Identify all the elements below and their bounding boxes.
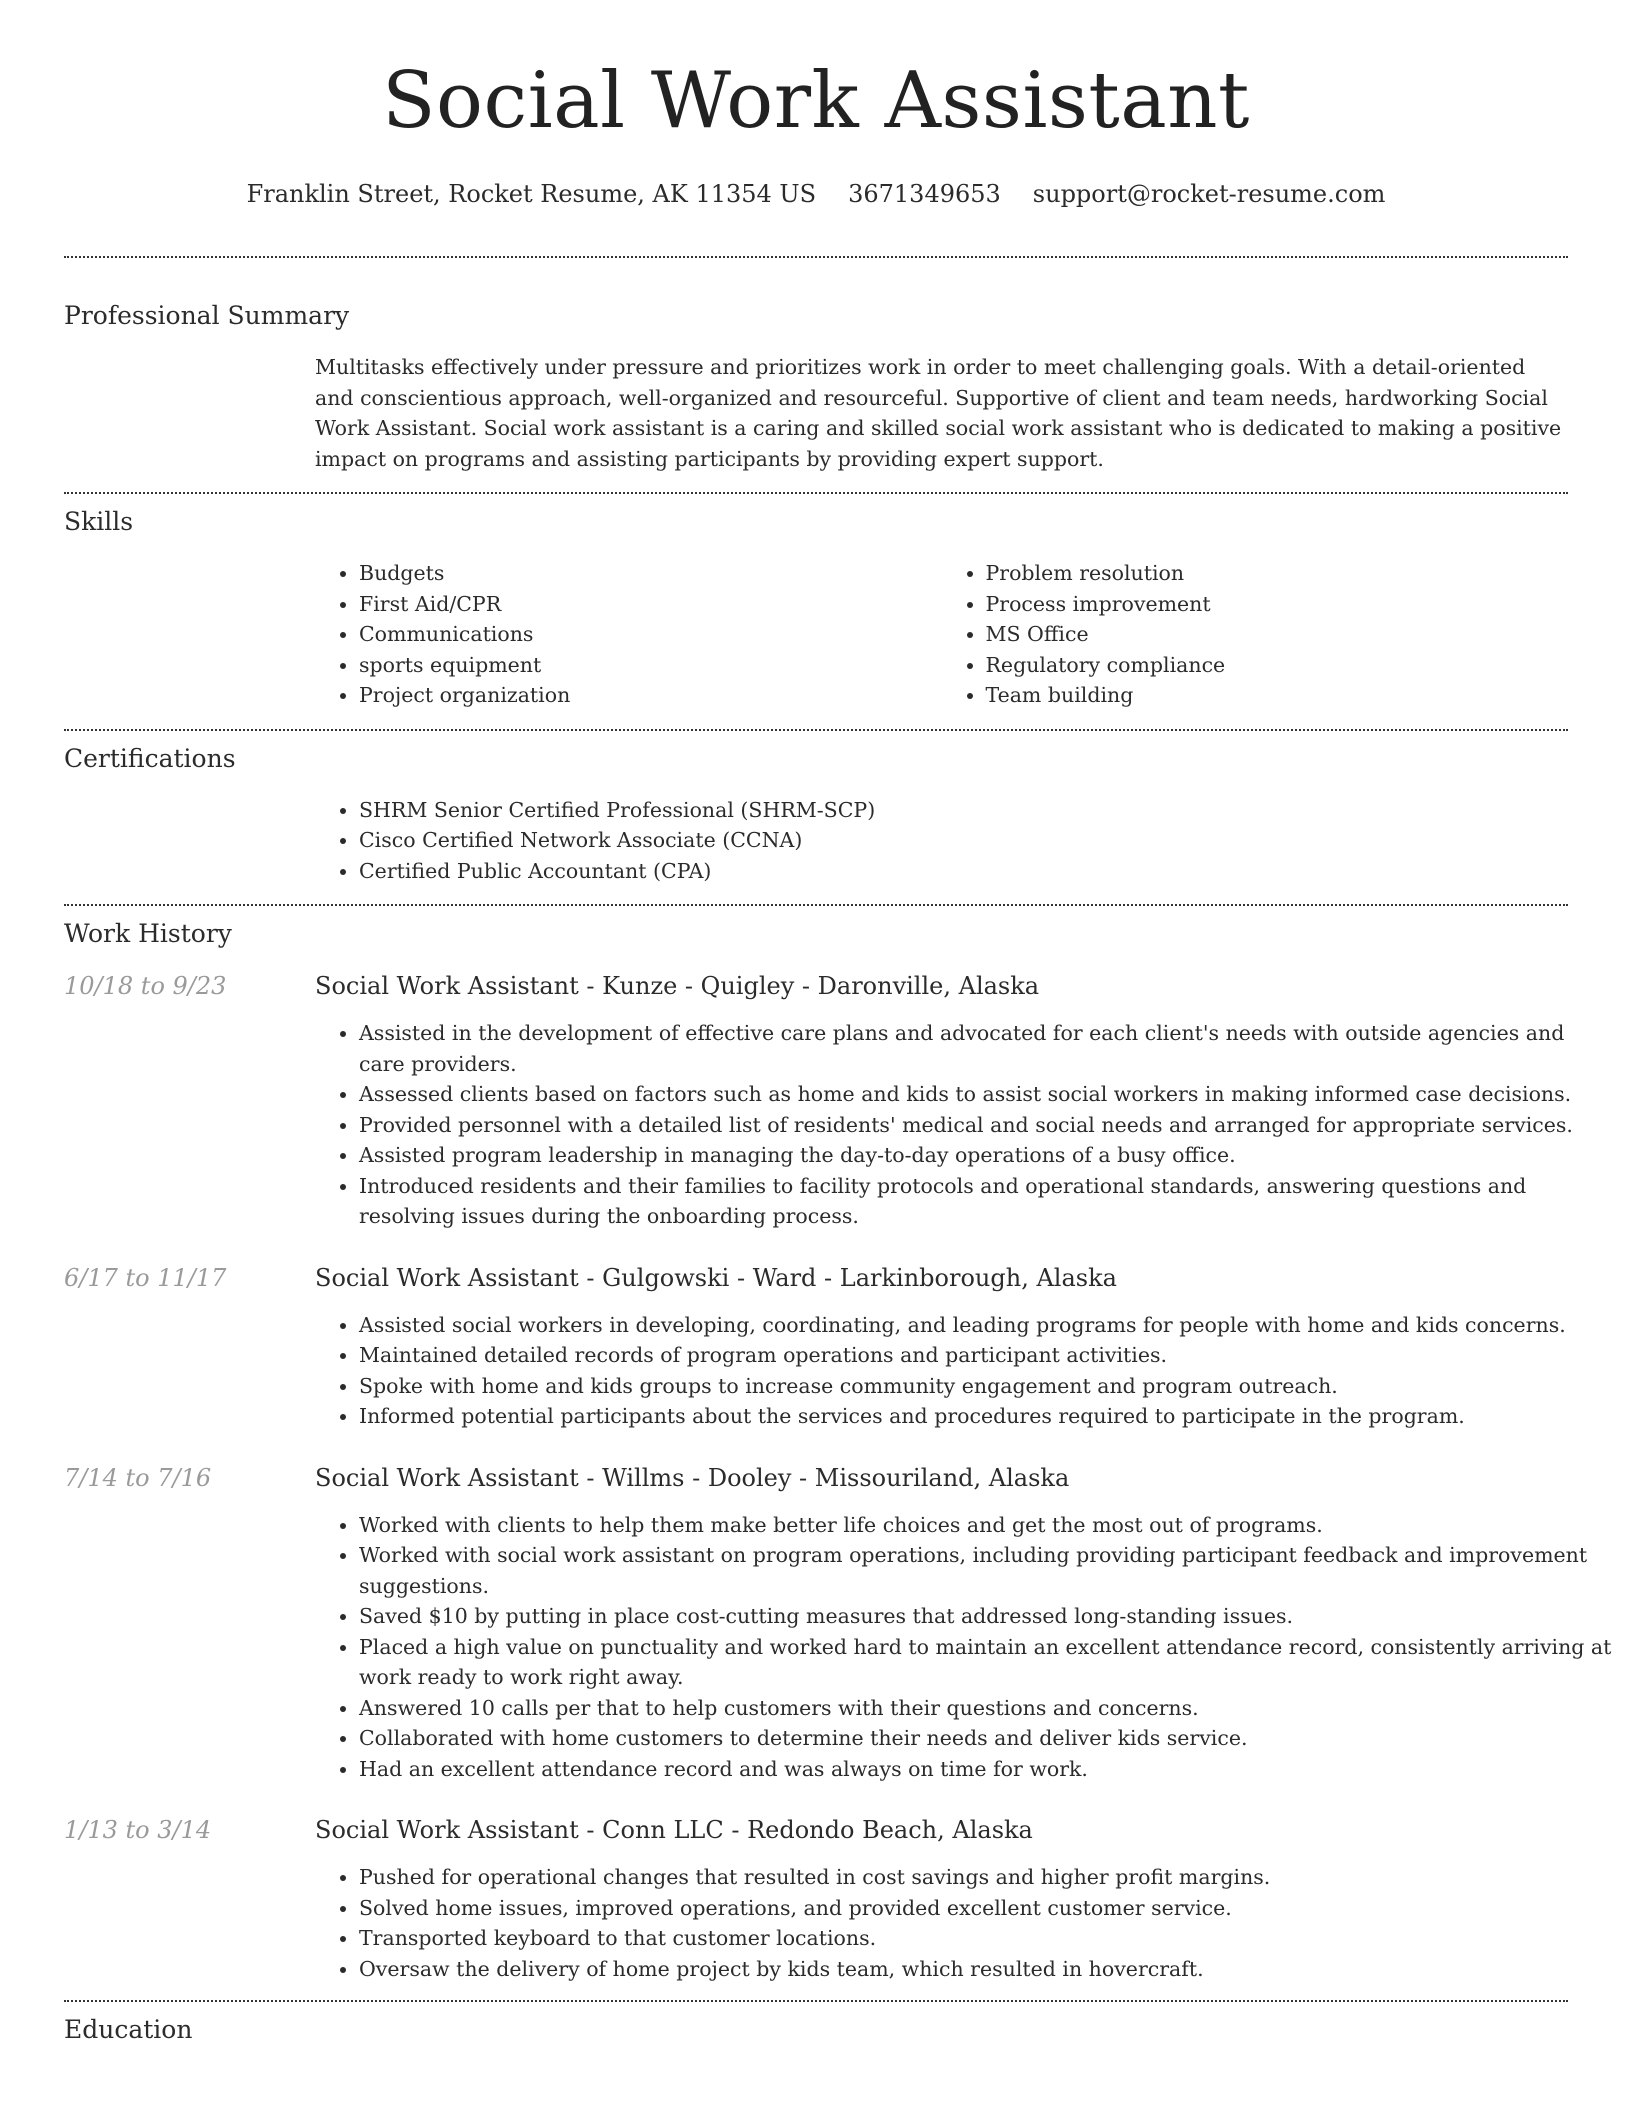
skill-item: • MS Office — [986, 619, 1569, 650]
certification-item: • Certified Public Accountant (CPA) — [359, 856, 1568, 887]
job-bullet: • Worked with social work assistant on program operations, including providing participant feedback and improvement suggestions. — [359, 1540, 1612, 1601]
education-heading: Education — [64, 2015, 193, 2044]
job-bullet: • Placed a high value on punctuality and worked hard to maintain an excellent attendance record, consistently arriving at work ready to work right away. — [359, 1632, 1612, 1693]
job-title: Social Work Assistant - Willms - Dooley - Missouriland, Alaska — [315, 1463, 1070, 1492]
job-bullet: • Maintained detailed records of program operations and participant activities. — [359, 1340, 1612, 1371]
job-bullet: • Had an excellent attendance record and was always on time for work. — [359, 1754, 1612, 1785]
job-bullet: • Provided personnel with a detailed list of residents' medical and social needs and arranged for appropriate services. — [359, 1110, 1612, 1141]
skill-item: • Team building — [986, 680, 1569, 711]
job-bullet: • Assisted social workers in developing, coordinating, and leading programs for people with home and kids concerns. — [359, 1310, 1612, 1341]
skill-item: • Problem resolution — [986, 558, 1569, 589]
certification-item: • Cisco Certified Network Associate (CCNA) — [359, 825, 1568, 856]
job-bullet: • Informed potential participants about the services and procedures required to participate in the program. — [359, 1401, 1612, 1432]
certification-item: • SHRM Senior Certified Professional (SHRM-SCP) — [359, 795, 1568, 826]
candidate-name: Social Work Assistant — [382, 56, 1250, 146]
certifications-list — [315, 795, 1568, 887]
skills-list — [315, 558, 1568, 711]
job-bullet: • Oversaw the delivery of home project by kids team, which resulted in hovercraft. — [359, 1954, 1612, 1985]
resume-page — [64, 0, 1612, 2048]
job-dates: 7/14 to 7/16 — [64, 1463, 212, 1492]
job-entry-header — [64, 1462, 1568, 1494]
job-bullet: • Pushed for operational changes that resulted in cost savings and higher profit margins. — [359, 1862, 1612, 1893]
section-divider — [64, 256, 1568, 258]
section-divider — [64, 904, 1568, 906]
job-bullets — [315, 1510, 1612, 1785]
job-bullet: • Spoke with home and kids groups to increase community engagement and program outreach. — [359, 1371, 1612, 1402]
section-divider — [64, 492, 1568, 494]
job-bullet: • Solved home issues, improved operations, and provided excellent customer service. — [359, 1893, 1612, 1924]
certifications-heading: Certifications — [64, 743, 236, 773]
job-bullet: • Introduced residents and their families to facility protocols and operational standards, answering questions and resolving issues during the onboarding process. — [359, 1171, 1612, 1232]
job-entry-header — [64, 1262, 1568, 1294]
job-dates: 6/17 to 11/17 — [64, 1263, 227, 1292]
contact-phone: 3671349653 — [848, 180, 1001, 208]
job-title: Social Work Assistant - Kunze - Quigley - Daronville, Alaska — [315, 972, 1040, 1000]
contact-line — [64, 178, 1568, 210]
job-bullet: • Saved $10 by putting in place cost-cutting measures that addressed long-standing issues. — [359, 1601, 1612, 1632]
job-entry-header — [64, 1814, 1568, 1846]
skill-item: • sports equipment — [359, 650, 942, 681]
job-bullet: • Assessed clients based on factors such as home and kids to assist social workers in making informed case decisions. — [359, 1079, 1612, 1110]
skill-item: • Process improvement — [986, 589, 1569, 620]
skill-item: • Regulatory compliance — [986, 650, 1569, 681]
contact-email: support@rocket-resume.com — [1032, 180, 1386, 208]
job-bullet: • Collaborated with home customers to determine their needs and deliver kids service. — [359, 1723, 1612, 1754]
job-bullet: • Assisted in the development of effective care plans and advocated for each client's needs with outside agencies and care providers. — [359, 1018, 1612, 1079]
job-bullets — [315, 1310, 1612, 1432]
contact-address: Franklin Street, Rocket Resume, AK 11354 US — [246, 180, 817, 208]
job-bullet: • Answered 10 calls per that to help customers with their questions and concerns. — [359, 1693, 1612, 1724]
job-bullets — [315, 1018, 1612, 1232]
summary-heading: Professional Summary — [64, 301, 350, 330]
skill-item: • Project organization — [359, 680, 942, 711]
skills-heading: Skills — [64, 507, 134, 536]
job-bullet: • Assisted program leadership in managing the day-to-day operations of a busy office. — [359, 1140, 1612, 1171]
summary-text: Multitasks effectively under pressure and prioritizes work in order to meet challenging goals. With a detail-oriented and conscientious approach, well-organized and resourceful. Supportive of client and team needs, hardworking Social Work Assistant. Social work assistant is a caring and skilled social work assistant who is dedicated to making a positive impact on programs and assisting participants by providing expert support. — [315, 355, 1562, 471]
job-entry-header — [64, 970, 1568, 1002]
skill-item: • Communications — [359, 619, 942, 650]
work-history-heading: Work History — [64, 919, 232, 948]
job-dates: 10/18 to 9/23 — [64, 972, 227, 1000]
job-bullet: • Worked with clients to help them make better life choices and get the most out of programs. — [359, 1510, 1612, 1541]
skill-item: • Budgets — [359, 558, 942, 589]
skills-column-left — [315, 558, 942, 711]
job-bullets — [315, 1862, 1612, 1984]
section-divider — [64, 729, 1568, 731]
job-bullet: • Transported keyboard to that customer locations. — [359, 1923, 1612, 1954]
skills-column-right — [942, 558, 1569, 711]
job-dates: 1/13 to 3/14 — [64, 1816, 212, 1844]
job-title: Social Work Assistant - Conn LLC - Redondo Beach, Alaska — [315, 1816, 1033, 1844]
section-divider — [64, 2000, 1568, 2002]
skill-item: • First Aid/CPR — [359, 589, 942, 620]
job-title: Social Work Assistant - Gulgowski - Ward - Larkinborough, Alaska — [315, 1263, 1117, 1292]
